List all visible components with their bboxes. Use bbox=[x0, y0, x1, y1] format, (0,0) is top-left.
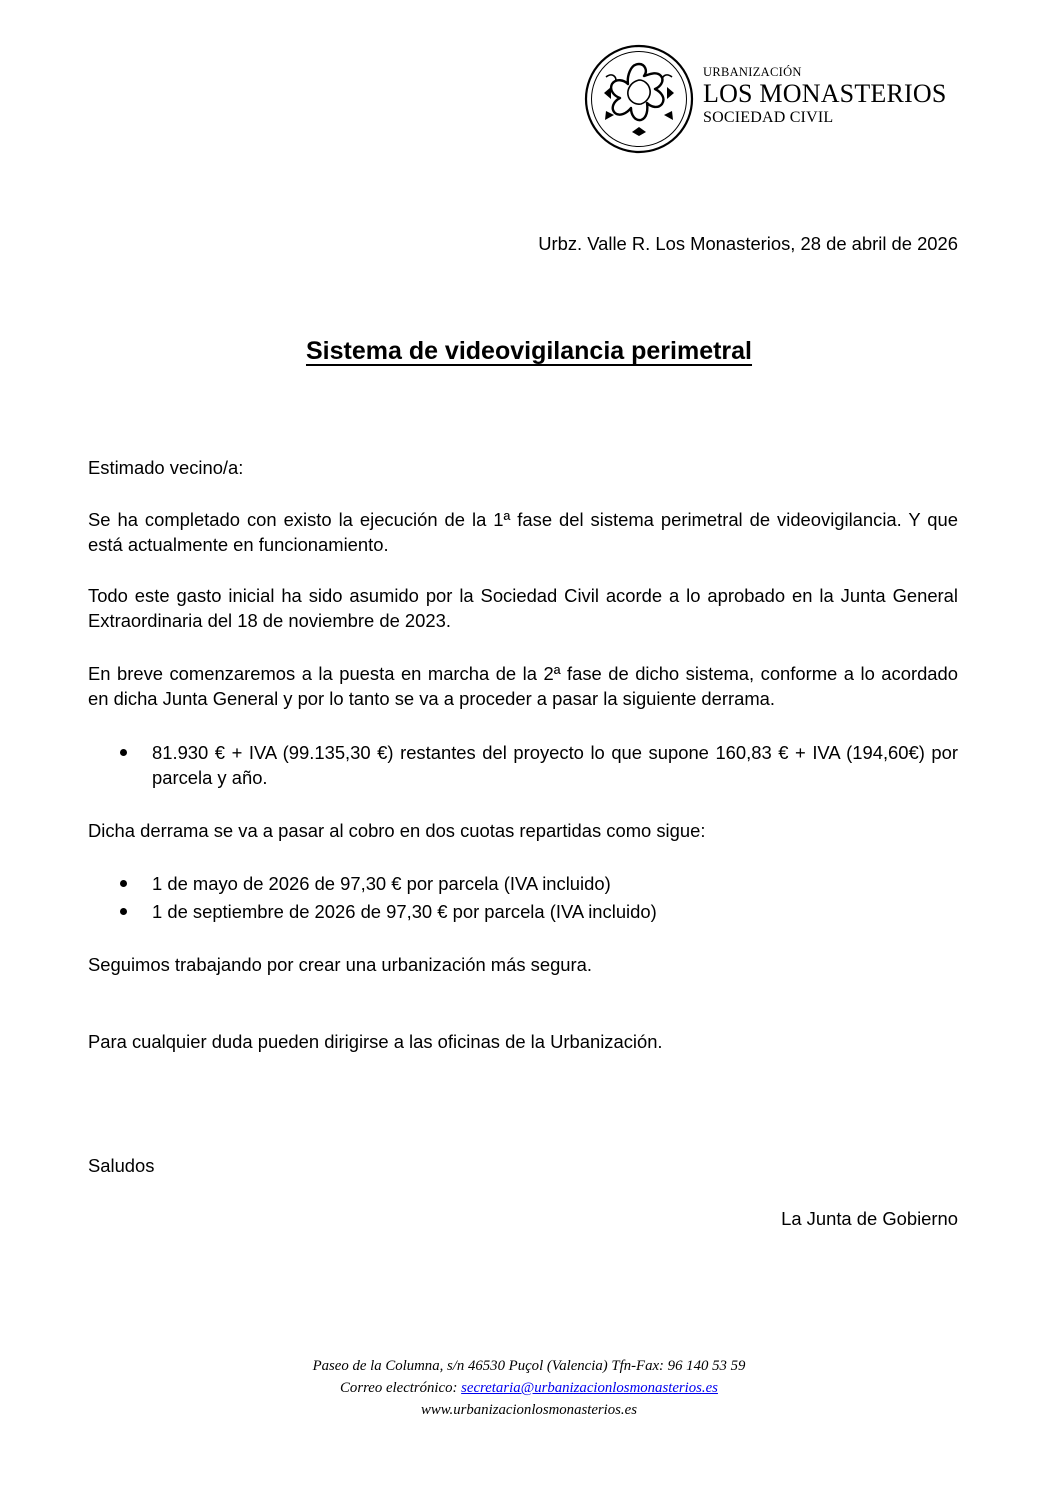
greeting: Estimado vecino/a: bbox=[88, 457, 244, 478]
paragraph-installments: Dicha derrama se va a pasar al cobro en dos cuotas repartidas como sigue: bbox=[88, 820, 706, 841]
paragraph-initial-cost: Todo este gasto inicial ha sido asumido por la Sociedad Civil acorde a lo aprobado en la Junta General Extraordinaria del 18 de noviembre de 2023. bbox=[88, 585, 958, 631]
paragraph-phase-2: En breve comenzaremos a la puesta en marcha de la 2ª fase de dicho sistema, conforme a lo acordado en dicha Junta General y por lo tanto se va a proceder a pasar la siguiente derrama. bbox=[88, 663, 958, 709]
monastery-emblem-icon bbox=[584, 44, 694, 154]
list-item bbox=[88, 740, 958, 790]
bullet-icon bbox=[120, 908, 127, 915]
bullet-icon bbox=[120, 749, 127, 756]
list-item bbox=[88, 871, 958, 896]
paragraph-contact: Para cualquier duda pueden dirigirse a las oficinas de la Urbanización. bbox=[88, 1031, 663, 1052]
footer-email-line bbox=[0, 1378, 1058, 1399]
logo-text bbox=[703, 66, 947, 126]
document-title: Sistema de videovigilancia perimetral bbox=[305, 337, 753, 365]
closing: Saludos bbox=[88, 1155, 155, 1176]
bullet-icon bbox=[120, 880, 127, 887]
cost-bullet-list bbox=[88, 740, 958, 790]
footer-email-label: Correo electrónico: bbox=[340, 1380, 462, 1396]
paragraph-phase-1: Se ha completado con existo la ejecución de la 1ª fase del sistema perimetral de videovigilancia. Y que está actualmente en funcionamiento. bbox=[88, 509, 958, 555]
footer-email-link[interactable]: secretaria@urbanizacionlosmonasterios.es bbox=[461, 1380, 718, 1396]
cost-bullet-text: 81.930 € + IVA (99.135,30 €) restantes del proyecto lo que supone 160,83 € + IVA (194,60€) por parcela y año. bbox=[152, 742, 958, 788]
payment-bullet-list bbox=[88, 871, 958, 924]
footer-website: www.urbanizacionlosmonasterios.es bbox=[421, 1402, 637, 1418]
payment-bullet-text: 1 de mayo de 2026 de 97,30 € por parcela (IVA incluido) bbox=[152, 873, 611, 894]
paragraph-safety: Seguimos trabajando por crear una urbanización más segura. bbox=[88, 954, 592, 975]
list-item bbox=[88, 899, 958, 924]
logo-line-sociedad-civil: SOCIEDAD CIVIL bbox=[703, 108, 834, 126]
payment-bullet-text: 1 de septiembre de 2026 de 97,30 € por parcela (IVA incluido) bbox=[152, 901, 657, 922]
logo-line-urbanizacion: URBANIZACIÓN bbox=[703, 65, 802, 79]
logo-line-los-monasterios: LOS MONASTERIOS bbox=[703, 78, 947, 108]
footer-address: Paseo de la Columna, s/n 46530 Puçol (Valencia) Tfn-Fax: 96 140 53 59 bbox=[312, 1358, 746, 1374]
signature: La Junta de Gobierno bbox=[781, 1208, 958, 1229]
urbanization-logo bbox=[584, 44, 964, 156]
date-line: Urbz. Valle R. Los Monasterios, 28 de abril de 2026 bbox=[538, 233, 958, 254]
